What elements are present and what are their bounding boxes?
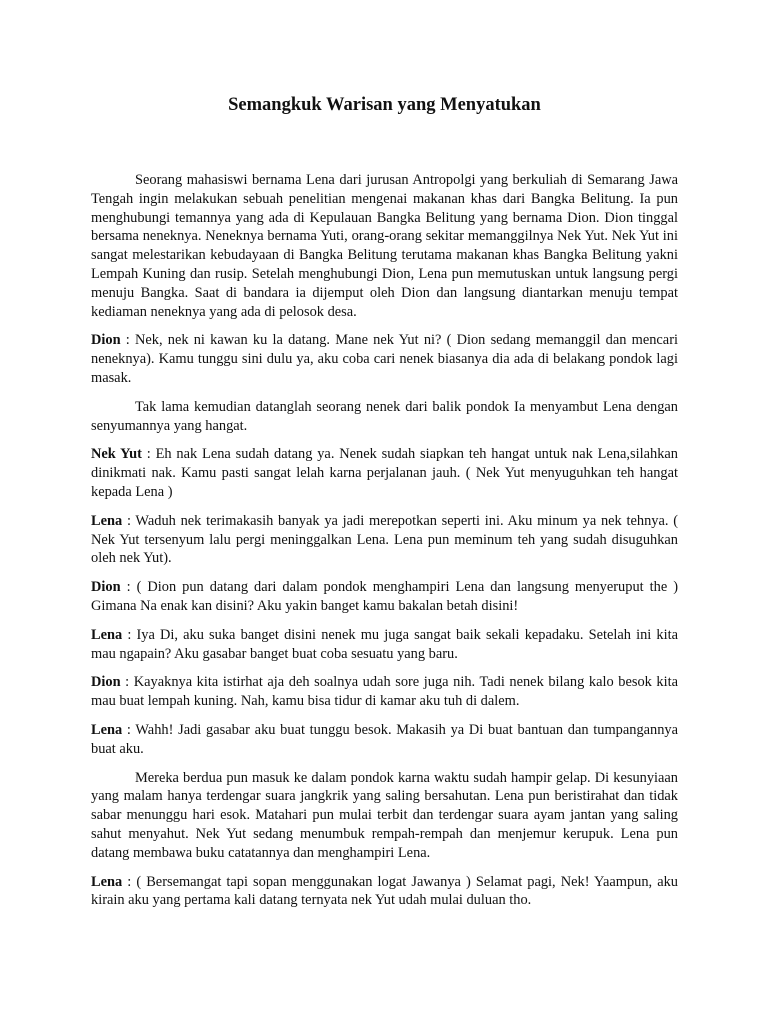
dialogue-text: : ( Dion pun datang dari dalam pondok menghampiri Lena dan langsung menyeruput the ) Gimana Na enak kan disini? Aku yakin banget kamu bakalan betah disini! xyxy=(91,579,678,614)
dialogue-text: : Eh nak Lena sudah datang ya. Nenek sudah siapkan teh hangat untuk nak Lena,silahkan dinikmati nak. Kamu pasti sangat lelah karna perjalanan jauh. ( Nek Yut menyuguhkan teh hangat kepada Lena ) xyxy=(91,446,678,500)
dialogue-paragraph xyxy=(91,873,678,911)
dialogue-paragraph xyxy=(91,445,678,501)
speaker-name: Nek Yut xyxy=(91,446,142,463)
document-body xyxy=(91,171,678,910)
narration-paragraph xyxy=(91,398,678,436)
dialogue-paragraph xyxy=(91,331,678,387)
dialogue-paragraph xyxy=(91,673,678,711)
narration-text: Seorang mahasiswi bernama Lena dari jurusan Antropolgi yang berkuliah di Semarang Jawa Tengah ingin melakukan sebuah penelitian mengenai makanan khas dari Bangka Belitung. Ia pun menghubungi temannya yang ada di Kepulauan Bangka Belitung yang bernama Dion. Dion tinggal bersama neneknya. Neneknya bernama Yuti, orang-orang sekitar memanggilnya Nek Yut. Nek Yut ini sangat melestarikan kebudayaan di Bangka Belitung terutama makanan khas Bangka Belitung yakni Lempah Kuning dan rusip. Setelah menghubungi Dion, Lena pun memutuskan untuk langsung pergi menuju Bangka. Saat di bandara ia dijemput oleh Dion dan langsung diantarkan menuju tempat kediaman neneknya yang ada di pelosok desa. xyxy=(91,172,678,320)
speaker-name: Dion xyxy=(91,579,121,596)
speaker-name: Dion xyxy=(91,674,121,691)
dialogue-paragraph xyxy=(91,721,678,759)
dialogue-text: : Iya Di, aku suka banget disini nenek mu juga sangat baik sekali kepadaku. Setelah ini kita mau ngapain? Aku gasabar banget buat coba sesuatu yang baru. xyxy=(91,626,678,662)
dialogue-text: : Kayaknya kita istirhat aja deh soalnya udah sore juga nih. Tadi nenek bilang kalo besok kita mau buat lempah kuning. Nah, kamu bisa tidur di kamar aku tuh di dalem. xyxy=(91,674,678,710)
narration-paragraph xyxy=(91,769,678,863)
speaker-name: Lena xyxy=(91,512,123,529)
dialogue-text: : ( Bersemangat tapi sopan menggunakan logat Jawanya ) Selamat pagi, Nek! Yaampun, aku kirain aku yang pertama kali datang ternyata nek Yut udah mulai duluan tho. xyxy=(91,873,678,909)
dialogue-text: : Wahh! Jadi gasabar aku buat tunggu besok. Makasih ya Di buat bantuan dan tumpangannya buat aku. xyxy=(91,721,678,757)
speaker-name: Lena xyxy=(91,873,123,890)
dialogue-text: : Nek, nek ni kawan ku la datang. Mane nek Yut ni? ( Dion sedang memanggil dan mencari neneknya). Kamu tunggu sini dulu ya, aku coba cari nenek biasanya dia ada di belakang pondok lagi masak. xyxy=(91,332,678,386)
speaker-name: Dion xyxy=(91,332,121,349)
narration-paragraph xyxy=(91,171,678,321)
dialogue-paragraph xyxy=(91,578,678,616)
dialogue-paragraph xyxy=(91,512,678,568)
narration-text: Mereka berdua pun masuk ke dalam pondok karna waktu sudah hampir gelap. Di kesunyiaan yang malam hanya terdengar suara jangkrik yang saling bersahutan. Lena pun beristirahat dan tidak sabar menunggu hari esok. Matahari pun mulai terbit dan terdengar suara ayam jantan yang saling sahut menyahut. Nek Yut sedang menumbuk rempah-rempah dan menjemur kerupuk. Lena pun datang membawa buku catatannya dan menghampiri Lena. xyxy=(91,769,678,861)
narration-text: Tak lama kemudian datanglah seorang nenek dari balik pondok Ia menyambut Lena dengan senyumannya yang hangat. xyxy=(91,398,678,434)
dialogue-text: : Waduh nek terimakasih banyak ya jadi merepotkan seperti ini. Aku minum ya nek tehnya. ( Nek Yut tersenyum lalu pergi meninggalkan Lena. Lena pun meminum teh yang sudah disuguhkan oleh nek Yut). xyxy=(91,512,678,567)
document-page xyxy=(91,92,678,920)
speaker-name: Lena xyxy=(91,721,123,738)
speaker-name: Lena xyxy=(91,626,123,643)
document-title: Semangkuk Warisan yang Menyatukan xyxy=(228,95,541,115)
dialogue-paragraph xyxy=(91,626,678,664)
